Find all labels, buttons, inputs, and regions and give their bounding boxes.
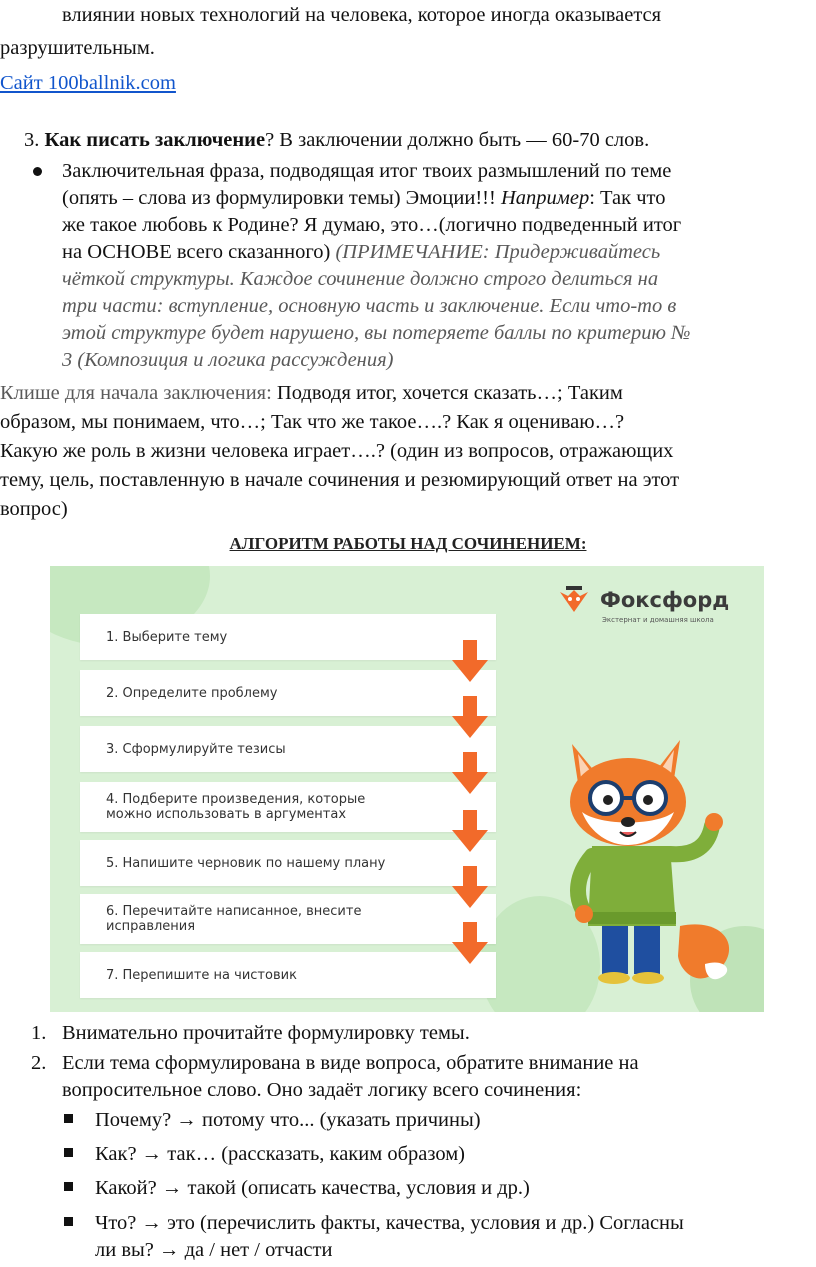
numbered-item-1 (31, 1020, 46, 1046)
note-line-7: этой структуре будет нарушено, вы потеряете баллы по критерию № (62, 322, 691, 344)
question-why: Почему? → потому что... (указать причины) (95, 1109, 481, 1131)
question-what: Что? → это (перечислить факты, качества, условия и др.) Согласны (95, 1212, 684, 1234)
intro-line-1: влиянии новых технологий на человека, которое иногда оказывается (62, 4, 662, 26)
intro-line-2: разрушительным. (0, 37, 155, 59)
arrow-down-icon (452, 922, 488, 964)
square-bullet (64, 1148, 73, 1157)
step-label-2: можно использовать в аргументах (106, 807, 347, 822)
logo-name: Фоксфорд (600, 588, 730, 612)
algorithm-infographic (50, 566, 764, 1012)
arrow-down-icon (452, 752, 488, 794)
numbered-item-2-text-2: вопросительное слово. Оно задаёт логику всего сочинения: (62, 1079, 582, 1101)
site-link[interactable]: Сайт 100ballnik.com (0, 72, 176, 94)
step-4 (80, 782, 496, 832)
note-text: (ПРИМЕЧАНИЕ: Придерживайтесь (335, 241, 661, 263)
conclusion-line-4 (62, 239, 660, 265)
step-label: 4. Подберите произведения, которые (106, 792, 366, 807)
arrow-down-icon (452, 696, 488, 738)
step-label: 7. Перепишите на чистовик (106, 967, 297, 983)
square-bullet (64, 1182, 73, 1191)
question-how: Как? → так… (рассказать, каким образом) (95, 1143, 465, 1165)
cliche-line-2: образом, мы понимаем, что…; Так что же такое….? Как я оцениваю…? (0, 411, 625, 433)
step-label: 6. Перечитайте написанное, внесите (106, 904, 362, 919)
step-1 (80, 614, 496, 660)
cliche-label: Клише для начала заключения: (0, 382, 272, 404)
fox-mascot-icon (530, 726, 750, 1006)
conclusion-text-rest: : Так что (589, 187, 666, 209)
numbered-item-2-text: Если тема сформулирована в виде вопроса, обратите внимание на (62, 1052, 639, 1074)
step-label: 3. Сформулируйте тезисы (106, 741, 286, 757)
cliche-line-4: тему, цель, поставленную в начале сочинения и резюмирующий ответ на этот (0, 469, 680, 491)
example-word: Например (500, 187, 590, 209)
cliche-line-5: вопрос) (0, 498, 68, 520)
conclusion-text: на ОСНОВЕ всего сказанного) (62, 241, 336, 263)
cliche-line-3: Какую же роль в жизни человека играет….? (один из вопросов, отражающих (0, 440, 674, 462)
cliche-line-1 (0, 380, 623, 406)
algorithm-heading: АЛГОРИТМ РАБОТЫ НАД СОЧИНЕНИЕМ: (229, 534, 587, 553)
step-2 (80, 670, 496, 716)
step-7 (80, 952, 496, 998)
numbered-item-1-text: Внимательно прочитайте формулировку темы. (62, 1022, 470, 1044)
numbered-item-2 (31, 1050, 46, 1076)
question-what-2: ли вы? → да / нет / отчасти (95, 1239, 333, 1261)
arrow-down-icon (452, 640, 488, 682)
conclusion-line-1: Заключительная фраза, подводящая итог твоих размышлений по теме (62, 160, 672, 182)
item-number: 2. (31, 1052, 47, 1074)
step-label: 5. Напишите черновик по нашему плану (106, 855, 386, 871)
logo-subtitle: Экстернат и домашняя школа (602, 616, 714, 624)
section-3-heading (24, 127, 649, 153)
step-label: 2. Определите проблему (106, 685, 278, 701)
step-label-2: исправления (106, 919, 196, 934)
conclusion-line-2 (62, 185, 665, 211)
arrow-down-icon (452, 810, 488, 852)
section-title-rest: ? В заключении должно быть — 60-70 слов. (265, 129, 650, 151)
note-line-8: 3 (Композиция и логика рассуждения) (62, 349, 394, 371)
note-line-5: чёткой структуры. Каждое сочинение должно строго делиться на (62, 268, 659, 290)
question-which: Какой? → такой (описать качества, условия и др.) (95, 1177, 530, 1199)
step-6 (80, 894, 496, 944)
conclusion-text: (опять – слова из формулировки темы) Эмоции!!! (62, 187, 501, 209)
item-number: 1. (31, 1022, 47, 1044)
step-label: 1. Выберите тему (106, 629, 228, 645)
cliche-text: Подводя итог, хочется сказать…; Таким (271, 382, 623, 404)
step-3 (80, 726, 496, 772)
step-5 (80, 840, 496, 886)
arrow-down-icon (452, 866, 488, 908)
square-bullet (64, 1114, 73, 1123)
bullet-dot (33, 167, 42, 176)
section-title: Как писать заключение (44, 129, 266, 151)
foxford-logo-icon (556, 586, 592, 618)
conclusion-line-3: же такое любовь к Родине? Я думаю, это…(логично подведенный итог (62, 214, 682, 236)
note-line-6: три части: вступление, основную часть и заключение. Если что-то в (62, 295, 677, 317)
square-bullet (64, 1217, 73, 1226)
section-number: 3. (24, 129, 40, 151)
